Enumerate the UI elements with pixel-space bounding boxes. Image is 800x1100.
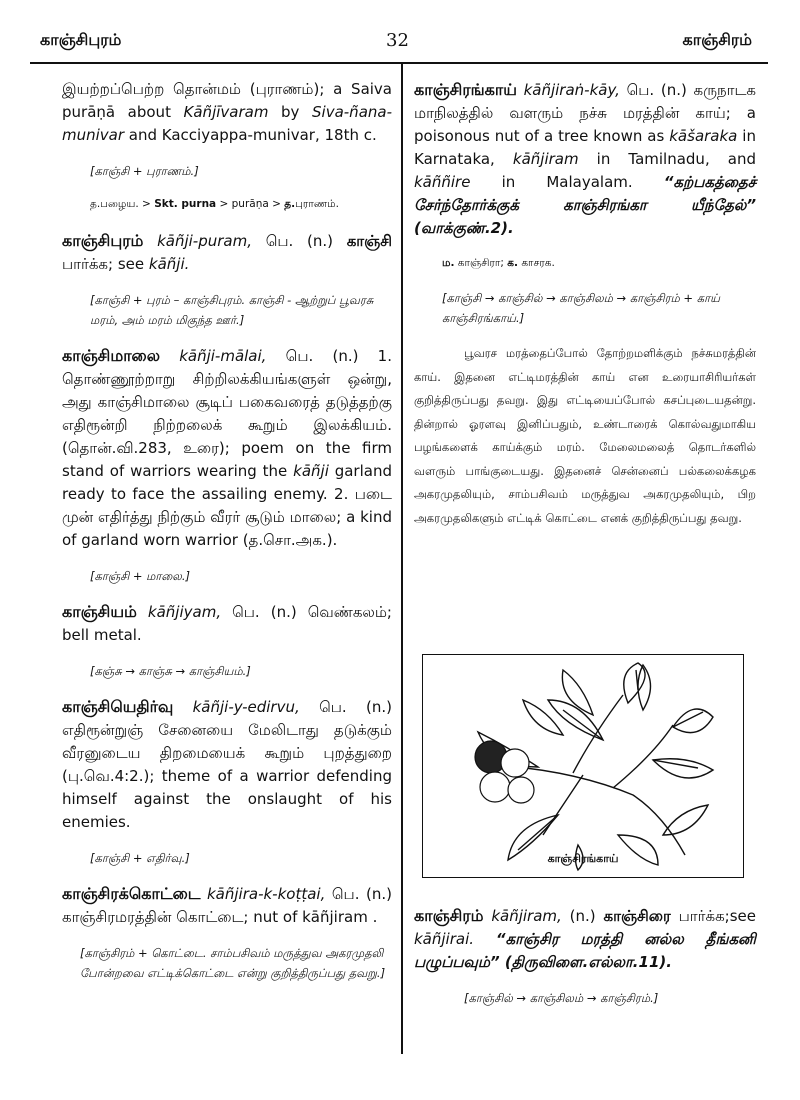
header-rule (30, 62, 768, 64)
etymology-line: ம. காஞ்சிரா; க. காசரக. (442, 257, 555, 269)
derivation-note: [காஞ்சி + மாலை.] (90, 569, 190, 583)
left-column (62, 78, 392, 997)
explanatory-paragraph: பூவரச மரத்தைப்போல் தோற்றமளிக்கும் நச்சுமரத்தின் காய். இதனை எட்டிமரத்தின் காய் என உரையாசிரியர்கள் குறித்திருப்பது தவறு. இது எட்டியைப்போல் கசப்புடையதன்று. தின்றால் ஓரளவு இனிப்பதும், உண்டாரைக் கொல்வதுமாகிய பழங்களைக் காய்க்கும் மரம். மேலைமலைத் தொடர்களில் வளரும் பாங்குடையது. இதனைச் சென்னைப் பல்கலைக்கழக அகரமுதலியும், சாம்பசிவம் மருத்துவ அகரமுதலியும், பிற அகரமுதலிகளும் எட்டிக் கொட்டை எனக் குறித்திருப்பது தவறு. (414, 346, 756, 525)
etymology-line: த.பழைய. > Skt. purna > purāṇa > த.புராணம். (90, 198, 339, 210)
headword: காஞ்சியம் (62, 602, 137, 621)
derivation-note: [காஞ்சில் → காஞ்சிலம் → காஞ்சிரம்.] (464, 991, 659, 1005)
headword: காஞ்சிரங்காய் (414, 80, 517, 99)
headword: காஞ்சிரம் (414, 906, 484, 925)
derivation-note: [காஞ்சி + எதிர்வு.] (90, 851, 190, 865)
entry-kanjiram: காஞ்சிரம் kāñjiram, (n.) காஞ்சிரை பார்க்க;see kāñjirai. “காஞ்சிர மரத்தி னல்ல தீங்கனி பழுப்பவும்” (திருவிளை.எல்லா.11). (414, 906, 756, 971)
headword: காஞ்சிமாலை (62, 346, 160, 365)
figure-kanjirangay (422, 654, 744, 878)
right-column (414, 78, 756, 544)
column-divider (401, 64, 403, 1054)
headword: காஞ்சிரக்கொட்டை (62, 884, 201, 903)
entry-kanjirakkottai: காஞ்சிரக்கொட்டை kāñjira-k-koṭṭai, பெ. (n.) காஞ்சிரமரத்தின் கொட்டை; nut of kāñjiram . (62, 884, 392, 926)
entry-kanjimalai: காஞ்சிமாலை kāñji-mālai, பெ. (n.) 1. தொண்ணூற்றாறு சிற்றிலக்கியங்களுள் ஒன்று, அது காஞ்சிமாலை சூடிப் பகைவரைத் தடுத்தற்கு எதிரூன்றி நிற்றலைக் கூறும் இலக்கியம். (தொன்.வி.283, உரை); poem on the firm stand of warriors wearing the kāñji garland ready to face the assailing enemy. 2. படை முன் எதிர்த்து நிற்கும் வீரர் சூடும் மாலை; a kind of garland worn warrior (த.சொ.அக.). (62, 346, 392, 549)
entry-kanjiyedirvu: காஞ்சியெதிர்வு kāñji-y-edirvu, பெ. (n.) எதிரூன்றுஞ் சேனையை மேலிடாது தடுக்கும் வீரனுடைய திறமையைக் கூறும் புறத்துறை (பு.வெ.4:2.); theme of a warrior defending himself against the onslaught of his enemies. (62, 697, 392, 831)
figure-caption: காஞ்சிரங்காய் (547, 852, 619, 865)
derivation-note: [காஞ்சி + புராணம்.] (90, 164, 199, 178)
derivation-note: [காஞ்சி → காஞ்சில் → காஞ்சிலம் → காஞ்சிரம் + காய் காஞ்சிரங்காய்.] (442, 291, 720, 325)
entry-kanjirangay: காஞ்சிரங்காய் kāñjiraṅ-kāy, பெ. (n.) கருநாடக மாநிலத்தில் வளரும் நச்சு மரத்தின் காய்; a poisonous nut of a tree known as kāšaraka in Karnataka, kāñjiram in Tamilnadu, and kāññire in Malayalam. “கற்பகத்தைச் சேர்ந்தோர்க்குக் காஞ்சிரங்கா யீந்தேல்” (வாக்குண்.2). (414, 80, 756, 237)
headword: காஞ்சிபுரம் (62, 231, 144, 250)
derivation-note: [காஞ்சிரம் + கொட்டை. சாம்பசிவம் மருத்துவ அகரமுதலி போன்றவை எட்டிக்கொட்டை என்று குறித்திருப்பது தவறு.] (80, 946, 386, 980)
entry-kanjiyam: காஞ்சியம் kāñjiyam, பெ. (n.) வெண்கலம்; bell metal. (62, 602, 392, 644)
headword: காஞ்சியெதிர்வு (62, 697, 174, 716)
entry-continued: இயற்றப்பெற்ற தொன்மம் (புராணம்); a Saiva purāṇā about Kāñjīvaram by Siva-ñana-munivar and Kacciyappa-munivar, 18th c. (62, 80, 392, 144)
running-head-right: காஞ்சிரம் (682, 30, 752, 49)
page-number: 32 (386, 30, 409, 51)
derivation-note: [கஞ்சு → காஞ்சு → காஞ்சியம்.] (90, 664, 251, 678)
right-column-lower (414, 904, 756, 1022)
entry-kanjipuram: காஞ்சிபுரம் kāñji-puram, பெ. (n.) காஞ்சி பார்க்க; see kāñji. (62, 231, 392, 273)
plant-illustration (423, 655, 743, 877)
running-head-left: காஞ்சிபுரம் (40, 30, 122, 49)
derivation-note: [காஞ்சி + புரம் – காஞ்சிபுரம். காஞ்சி - ஆற்றுப் பூவரசு மரம், அம் மரம் மிகுந்த ஊர்.] (90, 293, 374, 327)
